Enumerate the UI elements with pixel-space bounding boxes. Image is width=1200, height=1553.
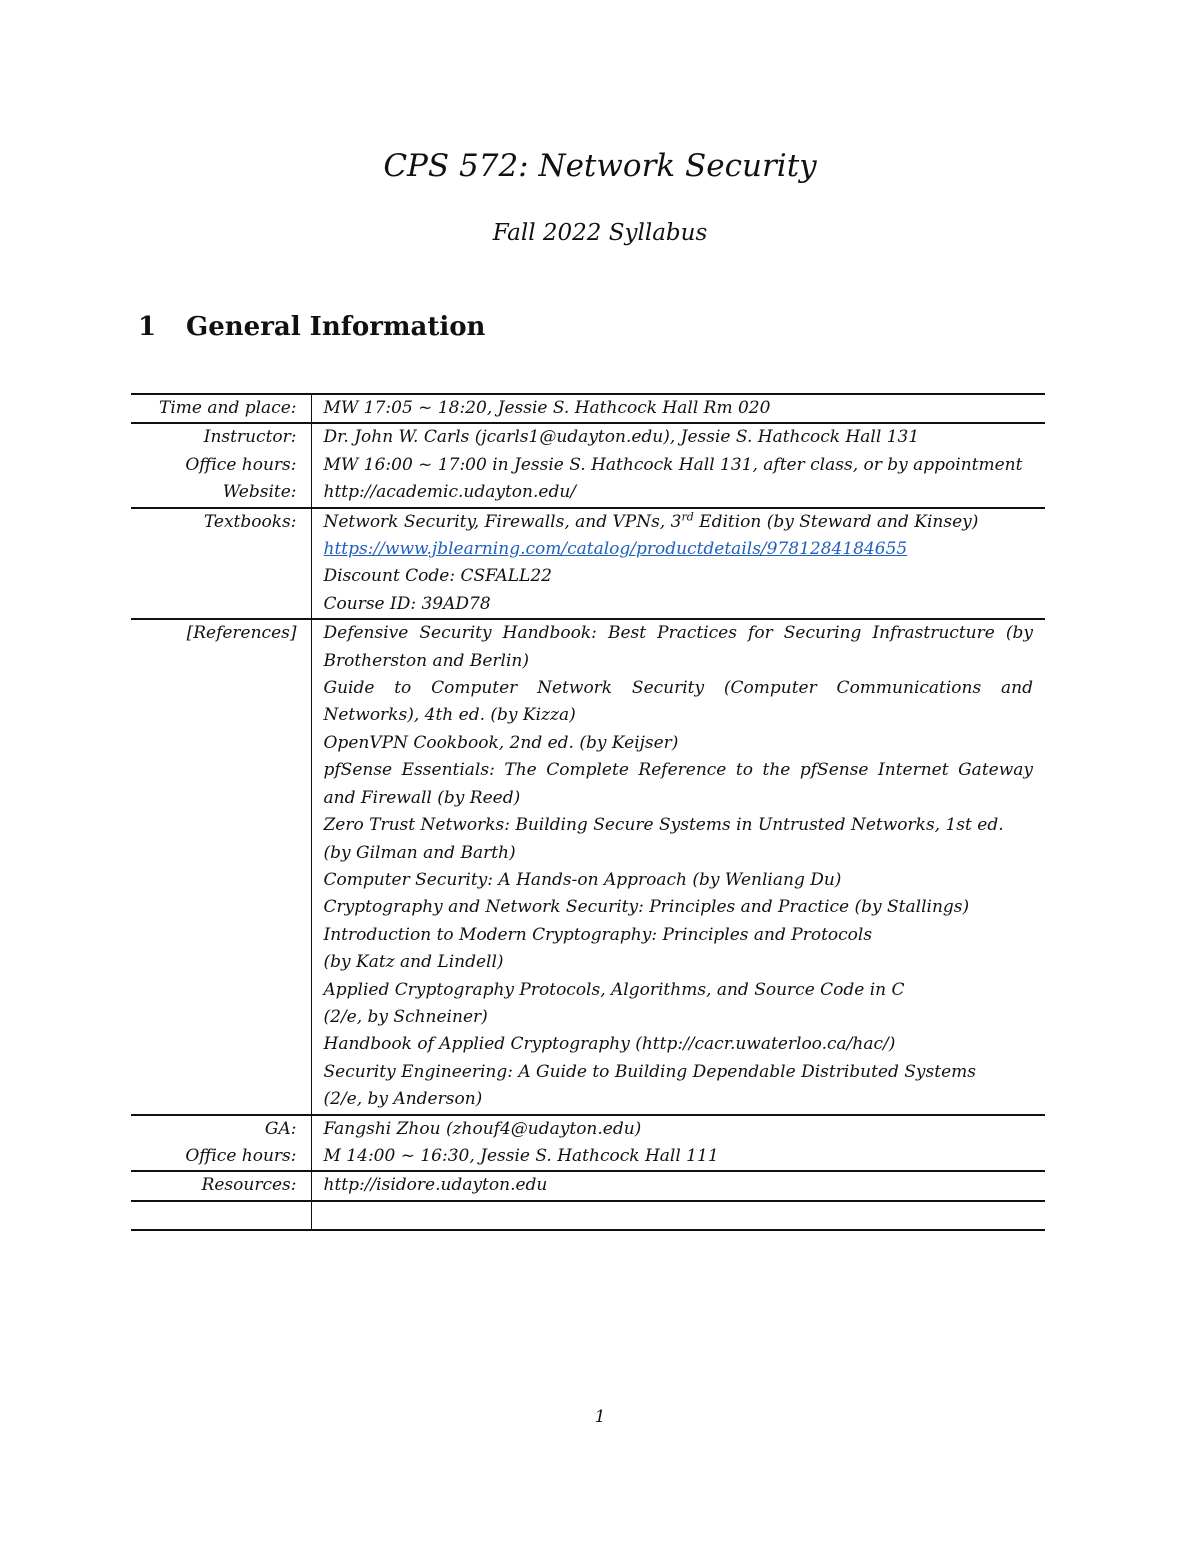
references-label: [References] — [131, 619, 311, 1114]
instructor-value: Dr. John W. Carls (jcarls1@udayton.edu), Jessie S. Hathcock Hall 131 — [311, 423, 1045, 451]
time-label: Time and place: — [131, 394, 311, 423]
reference-item: (by Katz and Lindell) — [323, 952, 504, 973]
website-label: Website: — [131, 479, 311, 507]
ga-value: Fangshi Zhou (zhouf4@udayton.edu) — [311, 1115, 1045, 1143]
reference-item: Introduction to Modern Cryptography: Principles and Protocols — [323, 924, 873, 945]
time-value: MW 17:05 ~ 18:20, Jessie S. Hathcock Hall Rm 020 — [323, 398, 771, 418]
table-row-website — [131, 479, 1045, 507]
textbook-link[interactable]: https://www.jblearning.com/catalog/productdetails/9781284184655 — [323, 539, 908, 560]
reference-item: Security Engineering: A Guide to Building Dependable Distributed Systems — [323, 1061, 976, 1082]
empty-value-cell — [311, 1201, 1045, 1230]
document-title: CPS 572: Network Security — [383, 148, 817, 184]
table-row-ga — [131, 1115, 1045, 1143]
general-information-table — [131, 393, 1045, 1231]
instructor-office-hours-label: Office hours: — [131, 452, 311, 479]
table-row-time — [131, 394, 1045, 423]
references-value — [311, 619, 1045, 1114]
instructor-label: Instructor: — [131, 423, 311, 451]
ga-label: GA: — [131, 1115, 311, 1143]
textbooks-value — [311, 508, 1045, 620]
reference-item: (2/e, by Anderson) — [323, 1089, 483, 1110]
reference-item: Applied Cryptography Protocols, Algorithms, and Source Code in C — [323, 979, 905, 1000]
table-row-ga-office-hours — [131, 1143, 1045, 1171]
page-number: 1 — [594, 1407, 606, 1427]
reference-item: Defensive Security Handbook: Best Practices for Securing Infrastructure (by Brotherston and Berlin) — [323, 623, 1033, 671]
table-row-textbooks — [131, 508, 1045, 620]
reference-item: Handbook of Applied Cryptography (http://cacr.uwaterloo.ca/hac/) — [323, 1034, 896, 1055]
reference-item: (by Gilman and Barth) — [323, 842, 516, 863]
resources-label: Resources: — [131, 1171, 311, 1200]
reference-item: Zero Trust Networks: Building Secure Systems in Untrusted Networks, 1st ed. — [323, 815, 1004, 836]
instructor-office-hours-value: MW 16:00 ~ 17:00 in Jessie S. Hathcock Hall 131, after class, or by appointment — [323, 454, 1023, 475]
website-value: http://academic.udayton.edu/ — [323, 482, 577, 503]
table-row-references — [131, 619, 1045, 1114]
section-title: General Information — [186, 312, 486, 342]
document-subtitle: Fall 2022 Syllabus — [492, 220, 708, 246]
resources-value: http://isidore.udayton.edu — [311, 1171, 1045, 1200]
table-row-resources — [131, 1171, 1045, 1200]
section-heading — [138, 312, 485, 342]
reference-item: Cryptography and Network Security: Principles and Practice (by Stallings) — [323, 897, 970, 918]
discount-code: Discount Code: CSFALL22 — [323, 566, 552, 587]
table-row-instructor — [131, 423, 1045, 451]
reference-item: Guide to Computer Network Security (Computer Communications and Networks), 4th ed. (by Kizza) — [323, 678, 1033, 726]
reference-item: pfSense Essentials: The Complete Reference to the pfSense Internet Gateway and Firewall (by Reed) — [323, 760, 1033, 808]
reference-item: (2/e, by Schneiner) — [323, 1006, 488, 1027]
textbooks-label: Textbooks: — [131, 508, 311, 620]
ga-office-hours-label: Office hours: — [131, 1143, 311, 1171]
course-id: Course ID: 39AD78 — [323, 593, 491, 614]
table-row-empty — [131, 1201, 1045, 1230]
section-number: 1 — [138, 312, 157, 342]
reference-item: OpenVPN Cookbook, 2nd ed. (by Keijser) — [323, 732, 679, 753]
empty-label-cell — [131, 1201, 311, 1230]
reference-item: Computer Security: A Hands-on Approach (by Wenliang Du) — [323, 869, 842, 890]
textbook-title: Network Security, Firewalls, and VPNs, 3rd Edition (by Steward and Kinsey) — [323, 509, 979, 532]
table-row-instructor-office-hours — [131, 452, 1045, 479]
ga-office-hours-value: M 14:00 ~ 16:30, Jessie S. Hathcock Hall 111 — [323, 1145, 719, 1166]
